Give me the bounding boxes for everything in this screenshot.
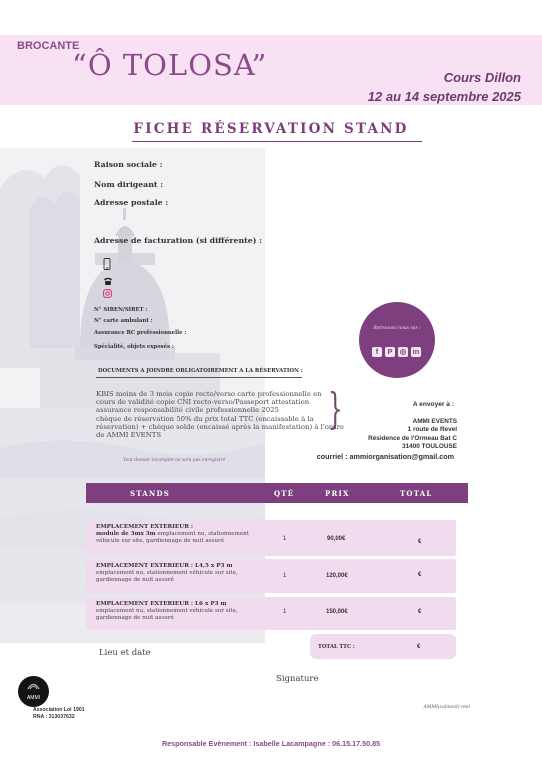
stand-size: module de 3mx 3m (96, 531, 156, 537)
total-ttc-box[interactable] (310, 634, 456, 659)
event-dates: 12 au 14 septembre 2025 (367, 89, 521, 104)
documents-line: cours de validité copie CNI recto-verso/Passeport attestation (96, 398, 310, 407)
stand-row[interactable] (86, 597, 456, 630)
association-line: Association Loi 1901 (33, 707, 85, 713)
stand-title: EMPLACEMENT EXTERIEUR : L6 x P3 m (96, 601, 227, 607)
col-qty: QTÉ (274, 489, 295, 498)
sheet-title: FICHE RÉSERVATION STAND (133, 121, 409, 137)
col-stands: STANDS (130, 489, 171, 498)
address-line: AMMI EVENTS (412, 418, 457, 425)
reserved-note: AMMI(calment) réel (423, 705, 470, 710)
col-total: TOTAL (400, 489, 433, 498)
instagram-icon[interactable]: ◎ (399, 347, 407, 356)
send-to-title: A envoyer à : (412, 401, 454, 408)
stand-row[interactable] (86, 520, 456, 556)
event-place: Cours Dillon (443, 70, 521, 85)
address-line: Résidence de l'Ormeau Bat C (368, 434, 457, 442)
stand-desc-line: emplacement nu, stationnement véhicule sur site, (96, 608, 238, 614)
rna-line: RNA : 313037632 (33, 714, 75, 721)
siren-label: N° SIREN/SIRET : (94, 307, 148, 313)
stand-desc-line: emplacement nu, stationnement véhicule sur site, (96, 570, 238, 576)
stand-desc-line: gardiennage de nuit assuré (96, 577, 174, 583)
logo-swirl-icon (18, 676, 49, 707)
stand-qty[interactable]: 1 (283, 573, 287, 579)
stand-qty[interactable]: 1 (283, 609, 287, 615)
specialite-label: Spécialité, objets exposés : (94, 344, 174, 350)
logo-text: AMMI (26, 695, 41, 701)
total-ttc-label: TOTAL TTC : (318, 644, 355, 650)
lieu-date-label: Lieu et date (99, 648, 151, 658)
social-icons (372, 347, 421, 357)
stands-table-header (86, 483, 468, 503)
documents-note: Tout dossier incomplet ne sera pas enregistré (123, 458, 226, 463)
signature-label: Signature (276, 674, 319, 684)
facebook-icon[interactable]: f (372, 347, 382, 357)
raison-sociale-label: Raison sociale : (94, 160, 163, 169)
documents-divider (96, 377, 302, 378)
telephone-icon (103, 277, 113, 286)
adresse-facturation-label: Adresse de facturation (si différente) : (94, 236, 262, 245)
address-line: 1 route de Revel (407, 426, 457, 434)
stand-title: EMPLACEMENT EXTERIEUR : (96, 524, 194, 530)
stand-row[interactable] (86, 559, 456, 593)
stand-desc-line: véhicule sur site, gardiennage de nuit assuré (96, 538, 225, 544)
pinterest-icon[interactable]: P (385, 347, 395, 357)
stand-qty[interactable]: 1 (283, 536, 287, 542)
stand-desc-text: emplacement nu, stationnement (155, 531, 249, 537)
brocante-label: BROCANTE (17, 40, 80, 52)
total-ttc-value[interactable]: € (417, 644, 421, 650)
stand-total[interactable]: € (418, 609, 422, 615)
association-info (33, 707, 85, 722)
title-divider (132, 141, 422, 142)
stand-price: 150,00€ (326, 609, 348, 615)
documents-list (96, 390, 344, 440)
stand-price: 90,00€ (327, 536, 346, 542)
stand-total[interactable]: € (418, 572, 422, 578)
social-label: Retrouvez-nous sur : (373, 326, 421, 331)
postal-address (368, 418, 457, 451)
documents-line: KBIS moins de 3 mois copie recto/verso carte professionnelle en (96, 390, 322, 398)
documents-line: chèque de réservation 50% du prix total TTC (encaissable à la (96, 414, 314, 423)
stand-desc-line: gardiennage de nuit assuré (96, 615, 174, 621)
nom-dirigeant-label: Nom dirigeant : (94, 180, 164, 189)
social-badge (359, 302, 435, 378)
stand-price: 120,00€ (326, 573, 348, 579)
curly-brace: } (328, 384, 343, 433)
carte-ambulant-label: N° carte ambulant : (94, 318, 153, 324)
contact-email[interactable]: courriel : ammiorganisation@gmail.com (316, 452, 454, 461)
documents-title: DOCUMENTS A JOINDRE OBLIGATOIREMENT A LA RÉSERVATION : (98, 368, 303, 374)
event-title: “Ô TOLOSA” (72, 48, 268, 82)
assurance-label: Assurance RC professionnelle : (94, 330, 187, 336)
instagram-icon (103, 289, 112, 298)
address-line: 31400 TOULOUSE (402, 442, 457, 450)
mobile-phone-icon (103, 258, 111, 270)
documents-line: de AMMI EVENTS (96, 431, 162, 440)
ammi-logo (18, 676, 49, 707)
documents-line: réservation) + chèque solde (encaissé après la manifestation) à l'ordre (96, 422, 344, 431)
col-price: PRIX (325, 489, 350, 498)
documents-line: assurance responsabilité civile professionnelle 2025 (96, 406, 279, 415)
stand-title: EMPLACEMENT EXTERIEUR : L4,5 x P3 m (96, 563, 233, 569)
event-manager-contact: Responsable Evènement : Isabelle Lacampagne : 06.15.17.50.85 (161, 739, 381, 748)
linkedin-icon[interactable]: in (412, 347, 420, 356)
stand-total[interactable]: € (418, 539, 422, 545)
adresse-postale-label: Adresse postale : (94, 198, 169, 207)
